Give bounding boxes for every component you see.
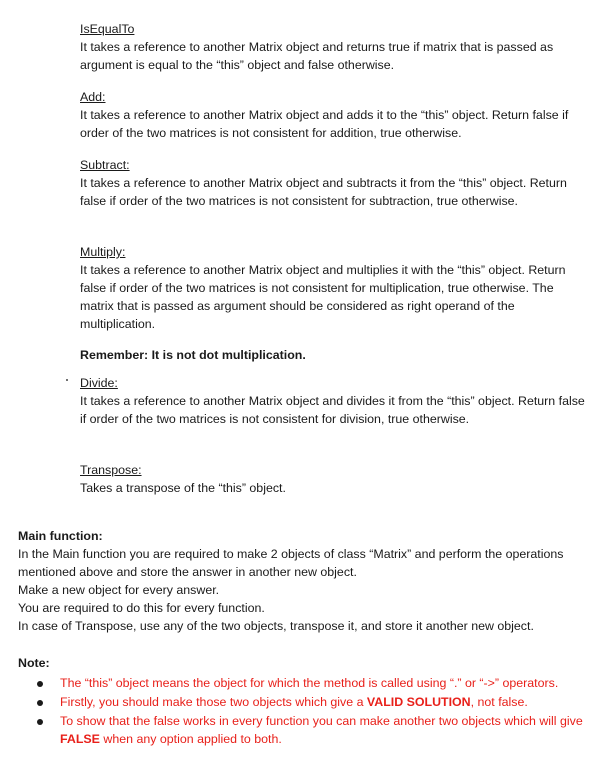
paragraph-line: In the Main function you are required to make 2 objects of class “Matrix” and perform the operations mentioned above and store the answer in another new object. [18,547,564,579]
note-emphasis: VALID SOLUTION [366,695,471,709]
note-section [18,654,588,749]
method-add [80,88,585,142]
method-title: Transpose: [80,463,142,477]
method-description: It takes a reference to another Matrix object and subtracts it from the “this” object. Return false if order of the two matrices is not consistent for subtraction, true otherwise. [80,176,567,208]
note-emphasis: FALSE [60,732,100,746]
paragraph-line: In case of Transpose, use any of the two objects, transpose it, and store it another new object. [18,619,534,633]
method-subtract [80,156,585,210]
method-title: Multiply: [80,245,126,259]
stray-dot [66,379,68,381]
paragraph-line: You are required to do this for every function. [18,601,265,615]
remember-note: Remember: It is not dot multiplication. [80,348,306,362]
method-title: Subtract: [80,158,130,172]
note-list [18,674,588,748]
method-isequalto [80,20,585,74]
method-description: It takes a reference to another Matrix object and divides it from the “this” object. Return false if order of the two matrices is not consistent for division, true otherwise. [80,394,585,426]
note-text: The “this” object means the object for which the method is called using “.” or “->” operators. [60,676,559,690]
note-text: , not false. [470,695,528,709]
bullet-icon [37,719,43,725]
method-title: Divide: [80,376,118,390]
note-text: when any option applied to both. [99,732,282,746]
bullet-icon [37,681,43,687]
main-function-section [18,527,588,635]
bullet-icon [37,700,43,706]
note-text: To show that the false works in every function you can make another two objects which will give [60,714,583,728]
method-transpose [80,461,585,497]
list-item [18,674,588,692]
section-heading: Main function: [18,529,103,543]
method-divide [80,374,585,428]
method-title: Add: [80,90,106,104]
list-item [18,712,588,748]
method-description: Takes a transpose of the “this” object. [80,481,286,495]
method-description: It takes a reference to another Matrix object and multiplies it with the “this” object. Return false if order of the two matrices is not consistent for multiplication, true otherwise. The matrix that is passed as argument should be considered as right operand of the multiplication. [80,263,566,331]
method-title: IsEqualTo [80,22,135,36]
method-description: It takes a reference to another Matrix object and adds it to the “this” object. Return false if order of the two matrices is not consistent for addition, true otherwise. [80,108,569,140]
section-heading: Note: [18,656,50,670]
method-multiply [80,243,585,333]
method-description: It takes a reference to another Matrix object and returns true if matrix that is passed as argument is equal to the “this” object and false otherwise. [80,40,554,72]
list-item [18,693,588,711]
note-text: Firstly, you should make those two objects which give a [60,695,367,709]
paragraph-line: Make a new object for every answer. [18,583,220,597]
